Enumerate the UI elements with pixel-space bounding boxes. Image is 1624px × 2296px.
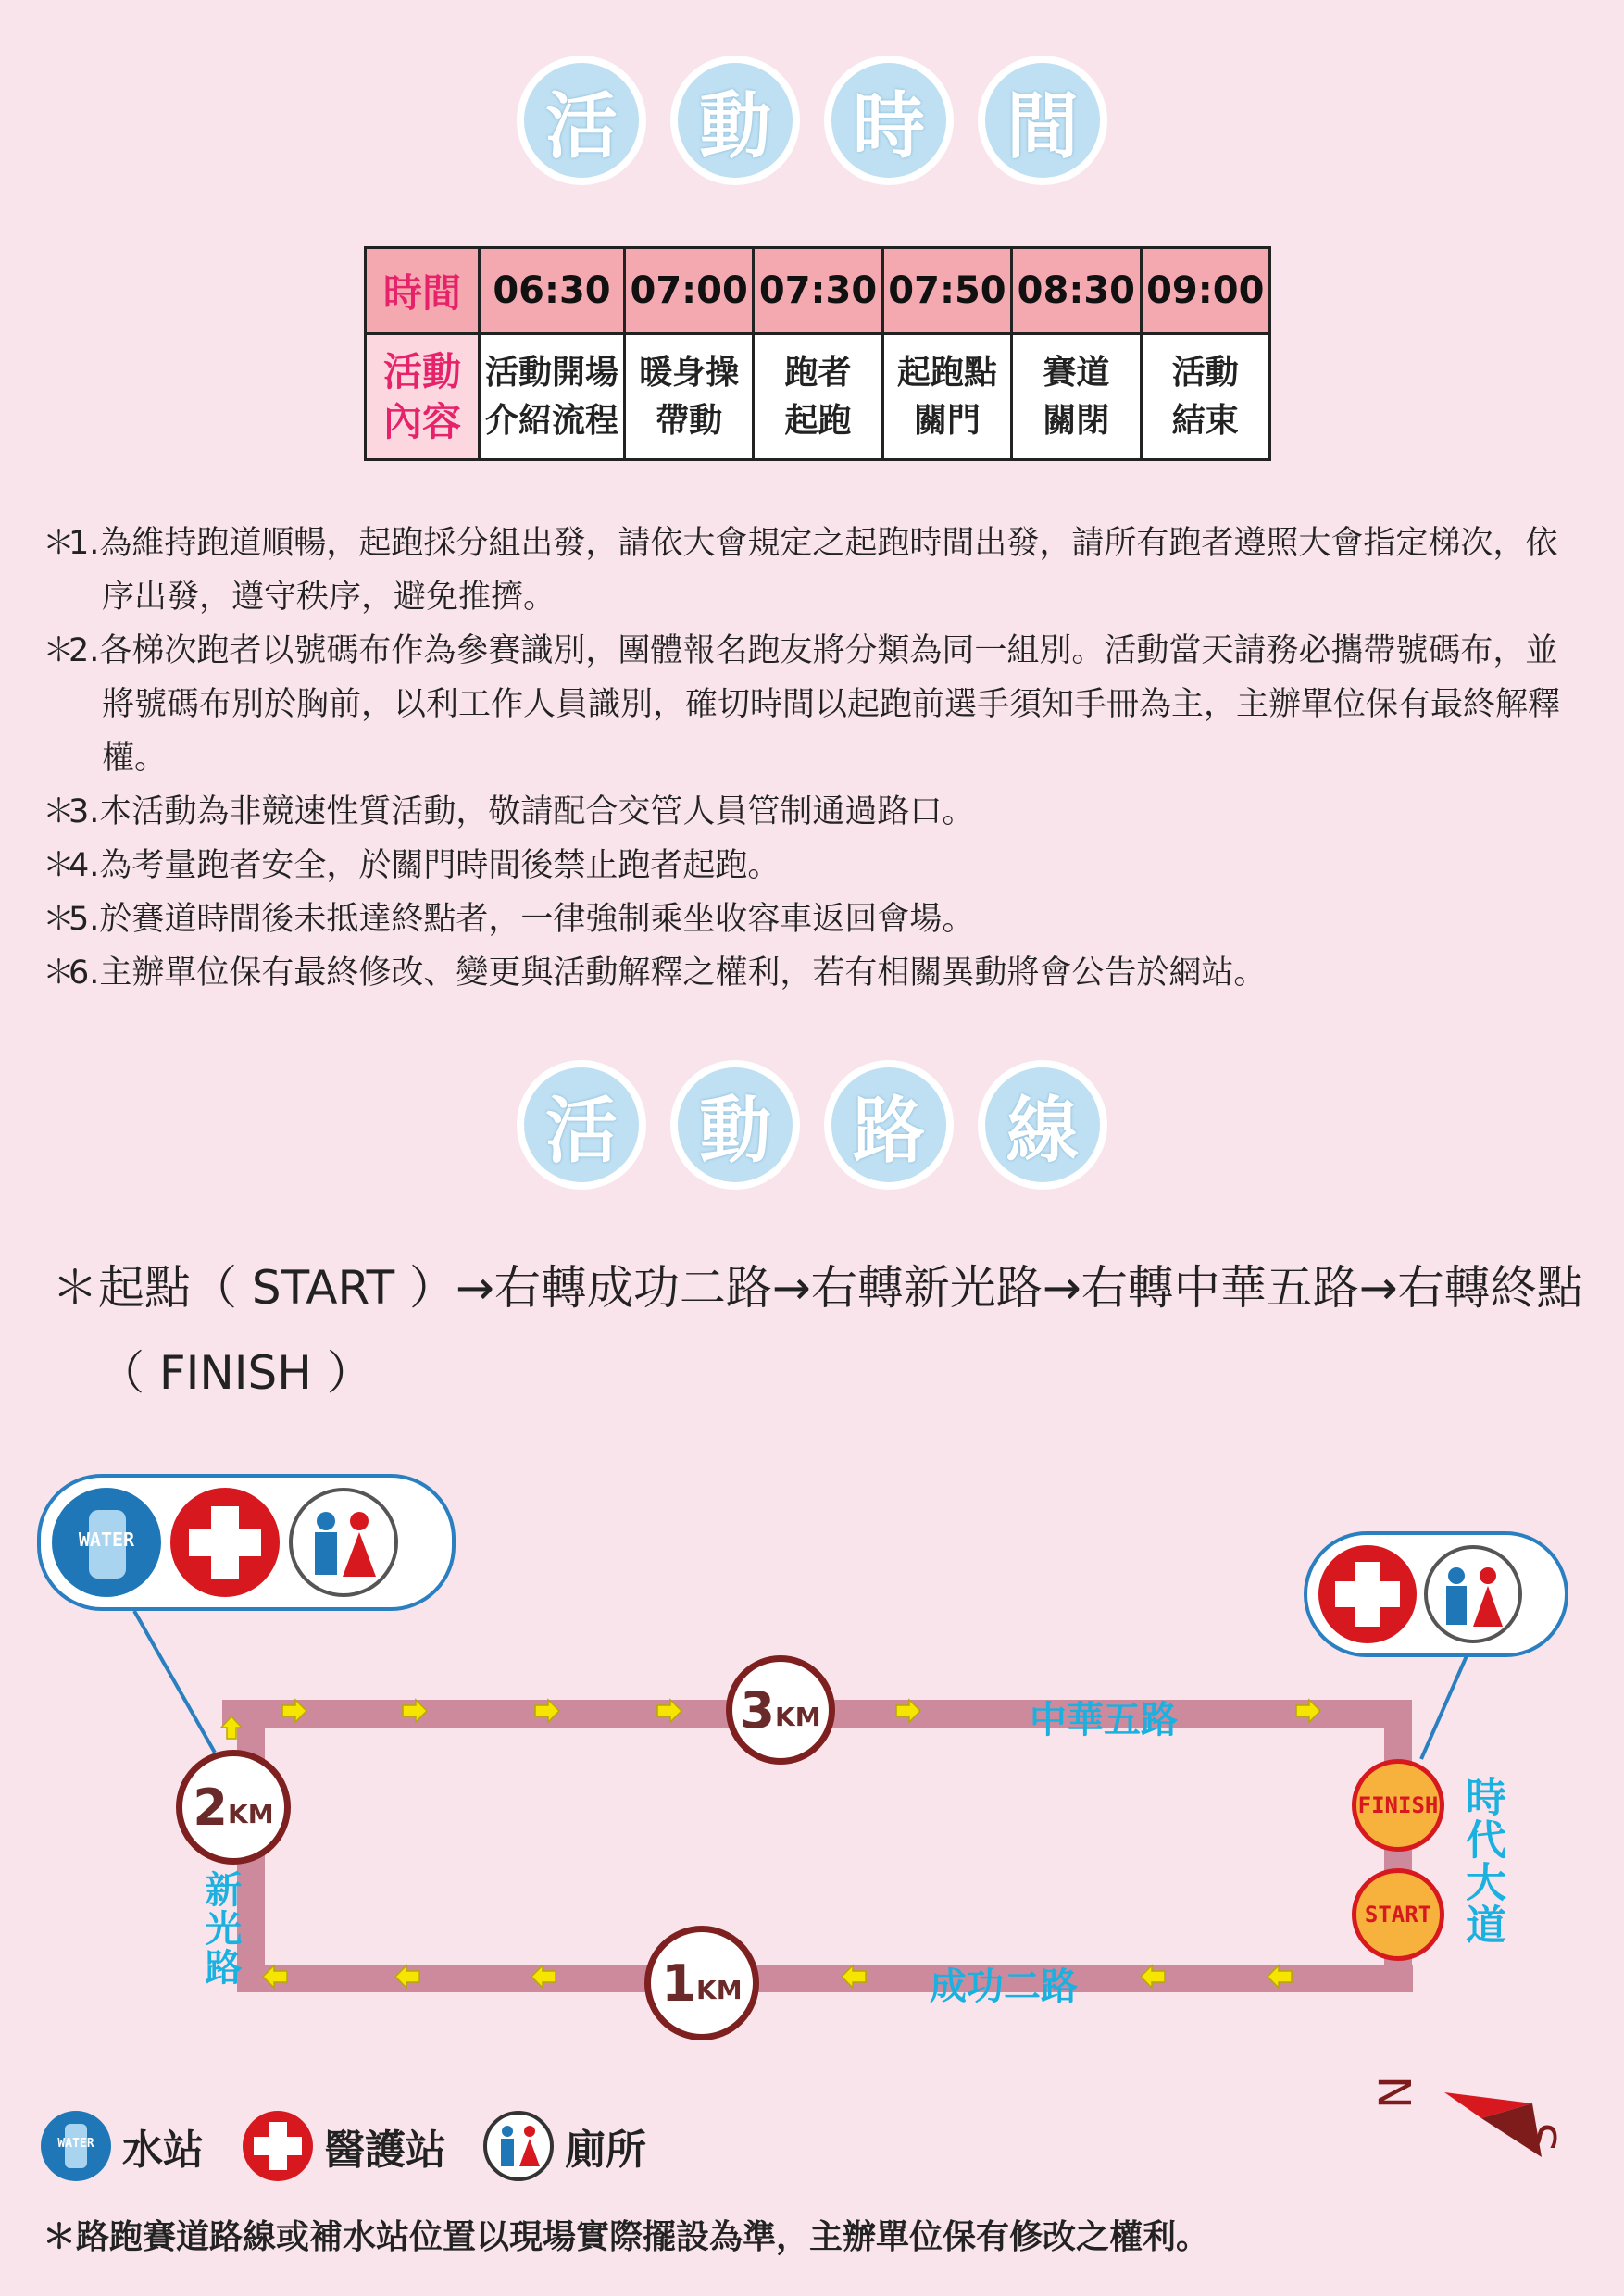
activity-cell: 活動開場 介紹流程 [480,334,625,460]
activity-cell: 起跑點 關門 [882,334,1011,460]
time-cell: 07:30 [754,248,882,334]
title-char: 動 [670,56,800,185]
title-char: 動 [670,1060,800,1190]
title-char: 線 [978,1060,1107,1190]
note-item: ＊1.為維持跑道順暢，起跑採分組出發，請依大會規定之起跑時間出發，請所有跑者遵照大會指定梯次，依序出發，遵守秩序，避免推擠。 [43,525,1558,616]
bubble-pointer [1421,1643,1472,1759]
activity-cell: 活動 結束 [1141,334,1269,460]
activity-row [366,334,1270,460]
compass-n: N [1369,2076,1422,2109]
note-item: ＊6.主辦單位保有最終修改、變更與活動解釋之權利，若有相關異動將會公告於網站。 [43,955,1267,992]
title-char: 活 [517,1060,646,1190]
section-title-route [0,1060,1624,1190]
activity-header: 活動 內容 [366,334,480,460]
medical-icon [1318,1545,1417,1643]
road-label-left: 新光路 [199,1870,242,1987]
road-label-top: 中華五路 [1030,1699,1178,1741]
notes-list [43,517,1580,1000]
road-label-right: 時代大道 [1458,1776,1505,1946]
medical-icon [243,2111,313,2181]
activity-cell: 賽道 關閉 [1012,334,1141,460]
time-header: 時間 [366,248,480,334]
route-description: ＊起點（ START ）→右轉成功二路→右轉新光路→右轉中華五路→右轉終點（ FINISH ） [52,1261,1583,1400]
water-icon: WATER [52,1488,161,1597]
bubble-pointer [134,1611,215,1753]
title-char: 間 [978,56,1107,185]
time-cell: 07:50 [882,248,1011,334]
legend-water: WATER 水站 [41,2111,204,2181]
schedule-table [364,246,1271,461]
legend-toilet: 廁所 [483,2111,646,2181]
footnote: ＊路跑賽道路線或補水站位置以現場實際擺設為準，主辦單位保有修改之權利。 [43,2218,1210,2256]
title-char: 活 [517,56,646,185]
note-item: ＊2.各梯次跑者以號碼布作為參賽識別，團體報名跑友將分類為同一組別。活動當天請務必攜帶號碼布，並將號碼布別於胸前，以利工作人員識別，確切時間以起跑前選手須知手冊為主，主辦單位保有最終解釋權。 [43,632,1561,777]
legend-medical: 醫護站 [243,2111,446,2181]
section-title-schedule [0,56,1624,185]
km-marker-3: 3 KM [726,1655,835,1765]
note-item: ＊3.本活動為非競速性質活動，敬請配合交管人員管制通過路口。 [43,793,975,830]
compass-s: S [1516,2122,1568,2152]
finish-marker: FINISH [1352,1759,1444,1852]
km-marker-1: 1 KM [644,1926,759,2040]
road-label-bottom: 成功二路 [930,1965,1078,2008]
water-icon: WATER [41,2111,111,2181]
title-char: 時 [824,56,954,185]
medical-icon [170,1488,280,1597]
title-char: 路 [824,1060,954,1190]
note-item: ＊4.為考量跑者安全，於關門時間後禁止跑者起跑。 [43,847,781,884]
station-bubble-left [37,1474,456,1611]
km-marker-2: 2 KM [176,1750,291,1865]
activity-cell: 跑者 起跑 [754,334,882,460]
note-item: ＊5.於賽道時間後未抵達終點者，一律強制乘坐收容車返回會場。 [43,901,975,938]
toilet-icon [483,2111,554,2181]
time-cell: 08:30 [1012,248,1141,334]
route-map [0,1463,1624,2185]
toilet-icon [289,1488,398,1597]
time-cell: 06:30 [480,248,625,334]
time-cell: 07:00 [624,248,753,334]
time-row [366,248,1270,334]
compass-icon [1380,2055,1583,2176]
activity-cell: 暖身操 帶動 [624,334,753,460]
time-cell: 09:00 [1141,248,1269,334]
toilet-icon [1424,1545,1522,1643]
station-bubble-right [1304,1531,1568,1657]
start-marker: START [1352,1868,1444,1961]
